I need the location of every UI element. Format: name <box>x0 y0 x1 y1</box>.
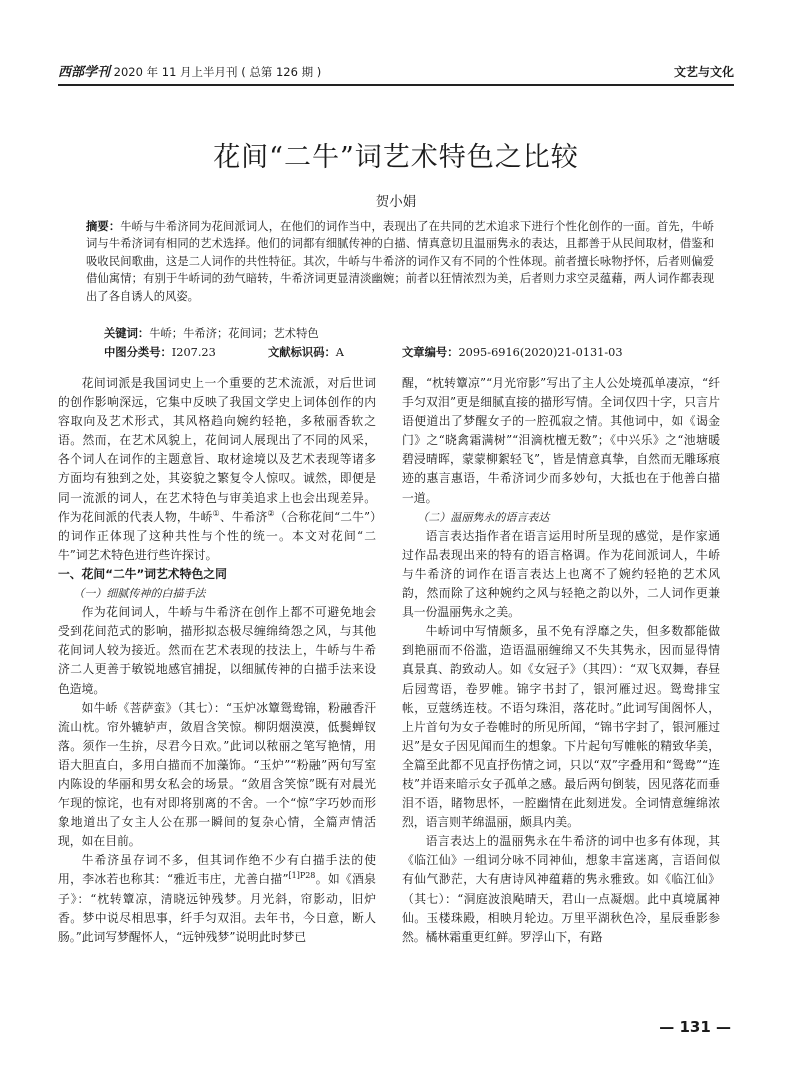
clc-value: I207.23 <box>171 346 216 359</box>
article-meta <box>104 344 714 361</box>
left-column <box>58 374 376 947</box>
keywords <box>104 325 714 342</box>
header-rule <box>58 84 734 86</box>
abstract <box>86 218 714 305</box>
paragraph: 牛峤词中写情颇多，虽不免有浮靡之失，但多数都能做到艳丽而不俗滥，造语温丽缠绵又不失其隽永，因而显得情真景真、韵致动人。如《女冠子》（其四）：“双飞双舞，春昼后园莺语，卷罗帷。锦字书封了，银河雁过迟。鸳鸯排宝帐，豆蔻绣连枝。不语匀珠泪，落花时。”此词写闺阁怀人，上片首句为女子卷帷时的所见所闻，“锦书字封了，银河雁过迟”是女子因见闻而生的想象。下片起句写帷帐的精致华美，全篇至此都不见直抒伤情之词，只以“双”字叠用和“鸳鸯”“连枝”并语来暗示女子孤单之感。最后两句倒装，因见落花而垂泪不语，睹物思怀，一腔幽情在此刻迸发。全词情意缠绵浓烈，语言则芊绵温丽，颇具内美。 <box>402 624 720 830</box>
art-label: 文章编号： <box>402 346 459 359</box>
paragraph: 醒，“枕转簟凉”“月光帘影”写出了主人公处境孤单凄凉，“纤手匀双泪”更是细腻直接的描形写情。全词仅四十字，只言片语便道出了梦醒女子的一腔孤寂之情。其他词中，如《谒金门》之“晓禽霜满树”“泪滴枕檀无数”；《中兴乐》之“池塘暖碧浸晴晖，蒙蒙柳絮轻飞”，皆是情意真挚，自然而无雕琢痕迹的惠言惠语，牛希济词少而多妙句，大抵也在于他善白描一道。 <box>402 376 720 505</box>
subsection-heading: （二）温丽隽永的语言表达 <box>417 510 550 524</box>
paragraph: 花间词派是我国词史上一个重要的艺术流派，对后世词的创作影响深远，它集中反映了我国文学史上词体创作的内容取向及艺术形式，其风格趋向婉约轻艳，多秾丽香软之语。然而，在艺术风貌上，花间词人展现出了不同的风采，各个词人在词作的主题意旨、取材途境以及艺术表现等诸多方面均有独到之处，其姿貌之繁复令人惊叹。诚然，即便是同一流派的词人，在艺术特色与审美追求上也会出现差异。作为花间派的代表人物，牛峤①、牛希济②（合称花间“二牛”）的词作正体现了这种共性与个性的统一。本文对花间“二牛”词艺术特色进行些许探讨。 <box>58 376 376 562</box>
article-number <box>402 344 623 361</box>
doc-label: 文献标识码： <box>268 346 336 359</box>
keywords-label: 关键词： <box>104 327 150 340</box>
journal-issue: 2020 年 11 月上半月刊 ( 总第 126 期 ) <box>113 65 322 79</box>
paragraph: 牛希济虽存词不多，但其词作绝不少有白描手法的使用，李冰若也称其：“雅近韦庄，尤善白描”$^{[1]P28}$。如《酒泉子》：“枕转簟凉，清晓远钟残梦。月光斜，帘影动，旧炉香。梦中说尽相思事，纤手匀双泪。去年书，今日意，断人肠。”此词写梦醒怀人，“远钟残梦”说明此时梦已 <box>58 853 376 944</box>
page-number: — 131 — <box>659 1018 731 1036</box>
paragraph: 作为花间词人，牛峤与牛希济在创作上都不可避免地会受到花间范式的影响，描形拟态极尽缠绵绮怨之风，与其他花间词人较为接近。然而在艺术表现的技法上，牛峤与牛希济二人更善于敏锐地感官捕捉，以细腻传神的白描手法来设色造境。 <box>58 605 376 696</box>
article-title: 花间“二牛”词艺术特色之比较 <box>213 142 579 173</box>
right-column <box>402 374 720 947</box>
paragraph: 语言表达指作者在语言运用时所呈现的感觉，是作家通过作品表现出来的特有的语言格调。作为花间派词人，牛峤与牛希济的词作在语言表达上也离不了婉约轻艳的艺术风韵，然而除了这种婉约之风与轻艳之韵以外，二人词作更兼具一份温丽隽永之美。 <box>402 528 720 620</box>
art-value: 2095-6916(2020)21-0131-03 <box>458 346 623 359</box>
running-header <box>58 62 734 82</box>
author-name: 贺小娟 <box>375 194 417 210</box>
citation-ref: [1]P28 <box>288 871 316 881</box>
footnote-ref: ② <box>267 508 275 518</box>
doc-code <box>268 344 344 361</box>
clc-number <box>104 344 216 361</box>
doc-value: A <box>335 346 344 359</box>
abstract-text: 牛峤与牛希济同为花间派词人，在他们的词作当中，表现出了在共同的艺术追求下进行个性化创作的一面。首先，牛峤词与牛希济词有相同的艺术选择。他们的词都有细腻传神的白描、情真意切且温丽隽永的表达，且都善于从民间取材，借鉴和吸收民间歌曲，这是二人词作的共性特征。其次，牛峤与牛希济的词作又有不同的个性体现。前者擅长咏物抒怀，后者则偏爱借仙寓情；有别于牛峤词的劲气暗转，牛希济词更显清淡幽婉；前者以狂情浓烈为美，后者则力求空灵蕴藉，两人词作都表现出了各自诱人的风姿。 <box>86 220 714 303</box>
abstract-label: 摘要： <box>86 220 121 233</box>
section-heading: 一、花间“二牛”词艺术特色之同 <box>58 566 227 581</box>
clc-label: 中图分类号： <box>104 346 172 359</box>
paragraph: 如牛峤《菩萨蛮》（其七）：“玉炉冰簟鸳鸯锦，粉融香汗流山枕。帘外辘轳声，敛眉含笑惊。柳阴烟漠漠，低鬓蝉钗落。须作一生拚，尽君今日欢。”此词以秾丽之笔写艳情，用语大胆直白，多用白描而不加藻饰。“玉炉”“粉融”两句写室内陈设的华丽和男女私会的场景。“敛眉含笑惊”既有对晨光乍现的惊诧，也有对即将别离的不舍。一个“惊”字巧妙而形象地道出了女主人公在那一瞬间的复杂心情，全篇声情活现，如在目前。 <box>58 700 376 849</box>
footnote-ref: ① <box>212 508 220 518</box>
paragraph: 语言表达上的温丽隽永在牛希济的词中也多有体现，其《临江仙》一组词分咏不同神仙，想象丰富迷离，言语间似有仙气渺茫，大有唐诗风神蕴藉的隽永雅致。如《临江仙》（其七）：“洞庭波浪飐晴天，君山一点凝烟。此中真境属神仙。玉楼珠殿，相映月轮边。万里平湖秋色冷，星辰垂影参然。橘林霜重更红鲜。罗浮山下，有路 <box>402 834 720 944</box>
section-name: 文艺与文化 <box>673 65 734 79</box>
journal-brand: 西部学刊 <box>58 65 111 80</box>
subsection-heading: （一）细腻传神的白描手法 <box>73 587 206 601</box>
keywords-text: 牛峤；牛希济；花间词；艺术特色 <box>149 327 319 340</box>
